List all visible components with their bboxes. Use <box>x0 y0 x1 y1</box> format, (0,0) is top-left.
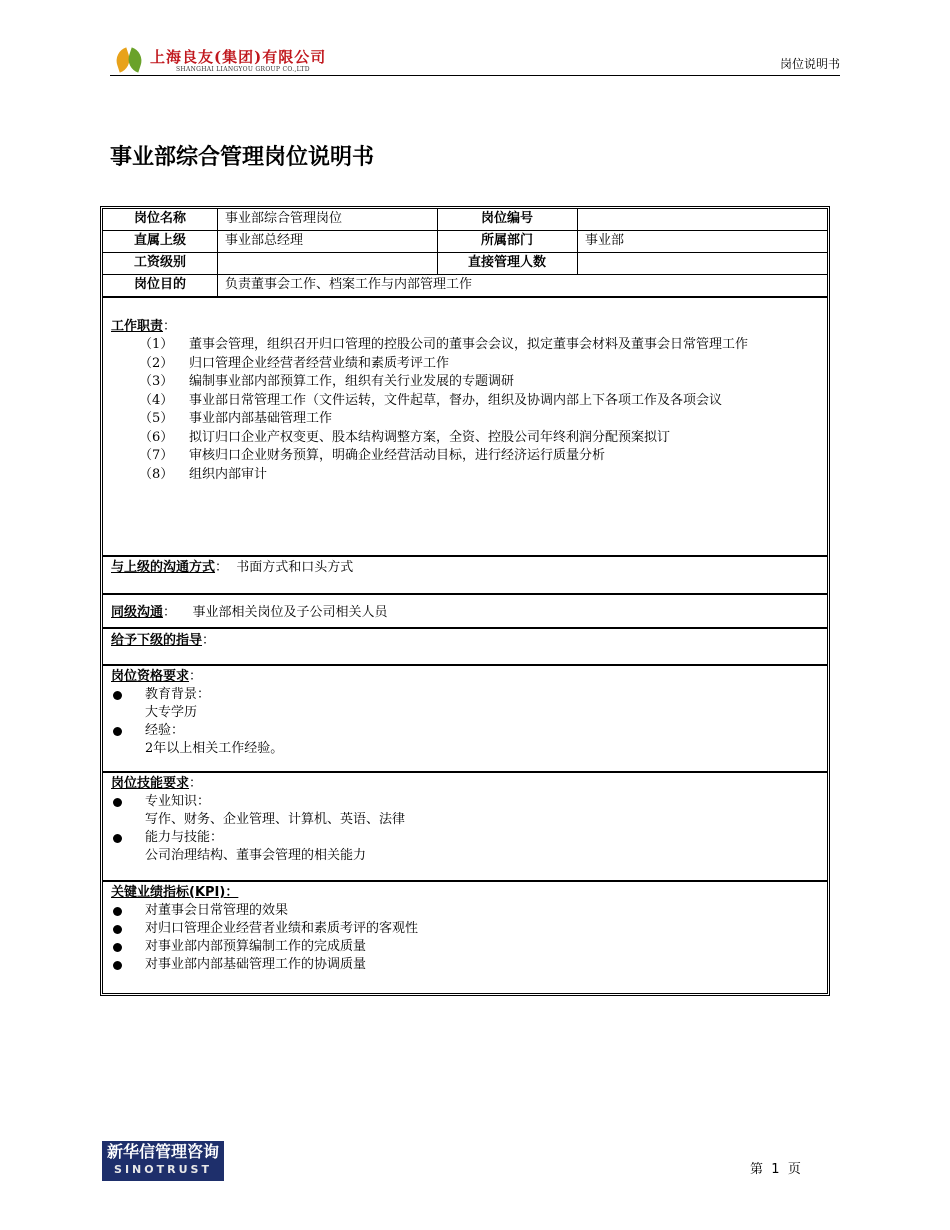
company-logo <box>114 46 354 76</box>
bullet-icon <box>113 834 122 843</box>
downward-label: 给予下级的指导 <box>111 633 203 648</box>
list-item: 能力与技能： <box>111 829 827 847</box>
list-item: 经验： <box>111 722 827 740</box>
position-code-label: 岗位编号 <box>480 211 533 226</box>
bullet-icon <box>113 798 122 807</box>
direct-reports-value <box>577 253 827 274</box>
consultancy-logo <box>102 1141 224 1181</box>
position-name-value: 事业部综合管理岗位 <box>225 211 343 226</box>
duties-section: 工作职责： （1） 董事会管理，组织召开归口管理的控股公司的董事会会议，拟定董事会材料及董事会日常管理工作 （2） 归口管理企业经营者经营业绩和素质考评工作 （3） 编制事业部内部预算工作，组织有关行业发展的专题调研 （4） 事业部日常管理工作（文件运转，文件起草，督办，组织及协调内部上下各项工作及各项会议 （5） 事业部内部基础管理工作 （6） 拟订归口企业产权变更、股本结构调整方案，全资、控股公司年终利润分配预案拟订 （7） 审核归口企业财务预算，明确企业经营活动目标，进行经济运行质量分析 （8） 组织内部审计 <box>103 298 827 557</box>
upward-value: 书面方式和口头方式 <box>236 560 354 575</box>
job-description-table <box>100 206 830 996</box>
peer-communication: 同级沟通： 事业部相关岗位及子公司相关人员 <box>103 595 827 629</box>
list-item: 对事业部内部预算编制工作的完成质量 <box>111 938 827 956</box>
page-number: 第 1 页 <box>750 1162 801 1177</box>
salary-value <box>217 253 437 274</box>
superior-label: 直属上级 <box>133 233 186 248</box>
list-item: （1） 董事会管理，组织召开归口管理的控股公司的董事会会议，拟定董事会材料及董事会日常管理工作 <box>139 337 749 352</box>
company-name-en: SHANGHAI LIANGYOU GROUP CO.,LTD <box>176 66 310 73</box>
table-row <box>103 231 827 253</box>
peer-label: 同级沟通 <box>111 605 164 620</box>
knowledge-value: 写作、财务、企业管理、计算机、英语、法律 <box>145 812 406 827</box>
bullet-icon <box>113 961 122 970</box>
leaf-icon <box>125 47 145 72</box>
doc-type-label: 岗位说明书 <box>779 57 840 71</box>
education-value: 大专学历 <box>145 705 198 720</box>
direct-reports-label: 直接管理人数 <box>467 255 546 270</box>
consultancy-name-en: SINOTRUST <box>114 1163 212 1176</box>
upward-label: 与上级的沟通方式 <box>111 560 216 575</box>
list-item: （5） 事业部内部基础管理工作 <box>139 411 333 426</box>
salary-label: 工资级别 <box>133 255 186 270</box>
ability-value: 公司治理结构、董事会管理的相关能力 <box>145 848 367 863</box>
kpi-heading: 关键业绩指标(KPI)： <box>111 885 239 900</box>
kpi-section <box>103 882 827 993</box>
list-item: 专业知识： <box>111 793 827 811</box>
bullet-icon <box>113 943 122 952</box>
table-row <box>103 253 827 275</box>
list-item: （6） 拟订归口企业产权变更、股本结构调整方案，全资、控股公司年终利润分配预案拟订 <box>139 429 671 445</box>
qualifications-heading: 岗位资格要求 <box>111 669 190 684</box>
bullet-icon <box>113 727 122 736</box>
bullet-icon <box>113 691 122 700</box>
purpose-label: 岗位目的 <box>133 277 186 292</box>
upward-communication: 与上级的沟通方式： 书面方式和口头方式 <box>103 557 827 595</box>
skills-section: 岗位技能要求： 专业知识： 写作、财务、企业管理、计算机、英语、法律 能力与技能： 公司治理结构、董事会管理的相关能力 <box>103 773 827 882</box>
list-item: 对事业部内部基础管理工作的协调质量 <box>111 956 827 974</box>
list-item: 教育背景： <box>111 686 827 704</box>
purpose-value: 负责董事会工作、档案工作与内部管理工作 <box>225 277 473 292</box>
downward-guidance: 给予下级的指导： <box>103 629 827 666</box>
peer-value: 事业部相关岗位及子公司相关人员 <box>192 605 388 620</box>
department-value: 事业部 <box>585 233 625 248</box>
table-row <box>103 209 827 231</box>
duties-heading: 工作职责 <box>111 319 164 334</box>
page-title: 事业部综合管理岗位说明书 <box>110 145 375 170</box>
skills-heading: 岗位技能要求 <box>111 776 190 791</box>
qualifications-section: 岗位资格要求： 教育背景： 大专学历 经验： 2年以上相关工作经验。 <box>103 666 827 773</box>
page-header <box>110 42 840 76</box>
list-item: （2） 归口管理企业经营者经营业绩和素质考评工作 <box>139 355 450 371</box>
position-code-value <box>577 209 827 230</box>
consultancy-name-cn: 新华信管理咨询 <box>106 1142 219 1161</box>
superior-value: 事业部总经理 <box>225 233 304 248</box>
list-item: （4） 事业部日常管理工作（文件运转，文件起草，督办，组织及协调内部上下各项工作及各项会议 <box>139 392 723 408</box>
list-item: （3） 编制事业部内部预算工作，组织有关行业发展的专题调研 <box>139 374 515 389</box>
position-name-label: 岗位名称 <box>133 211 186 226</box>
company-name-cn: 上海良友(集团)有限公司 <box>150 48 327 66</box>
list-item: （7） 审核归口企业财务预算，明确企业经营活动目标，进行经济运行质量分析 <box>139 448 606 463</box>
department-label: 所属部门 <box>480 233 533 248</box>
list-item: 对董事会日常管理的效果 <box>111 902 827 920</box>
table-row <box>103 275 827 298</box>
experience-value: 2年以上相关工作经验。 <box>145 741 284 756</box>
bullet-icon <box>113 907 122 916</box>
bullet-icon <box>113 925 122 934</box>
list-item: 对归口管理企业经营者业绩和素质考评的客观性 <box>111 920 827 938</box>
list-item: （8） 组织内部审计 <box>139 466 268 482</box>
